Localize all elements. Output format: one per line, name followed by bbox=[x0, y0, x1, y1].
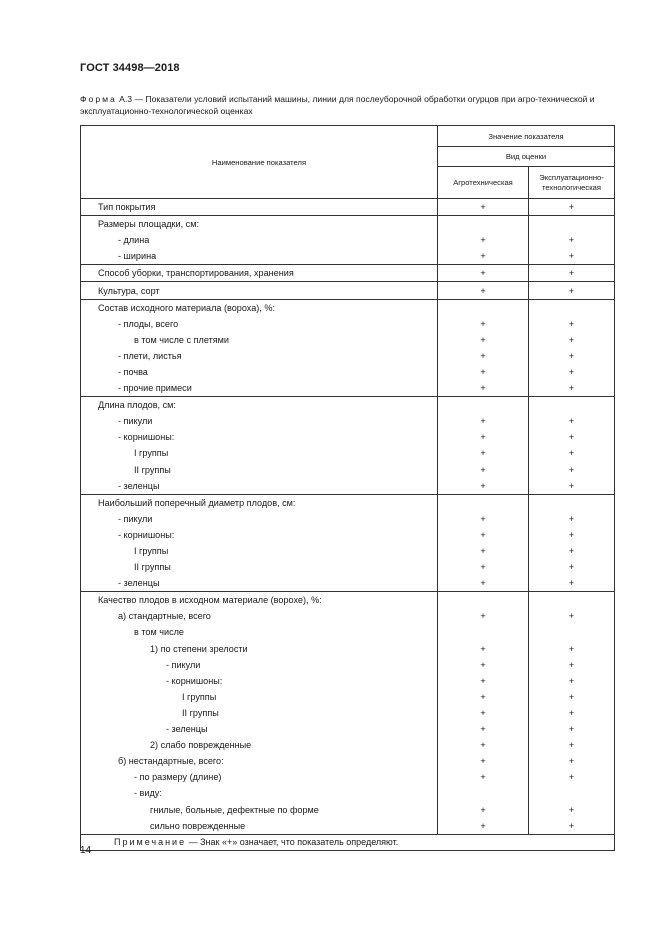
agro-mark: + bbox=[438, 316, 529, 332]
note-row bbox=[81, 834, 615, 850]
table-row bbox=[81, 737, 615, 753]
indicator-name: - зеленцы bbox=[81, 721, 438, 737]
standard-number: ГОСТ 34498—2018 bbox=[80, 62, 180, 74]
indicator-name: Качество плодов в исходном материале (ворохе), %: bbox=[81, 592, 438, 609]
indicator-name: II группы bbox=[81, 559, 438, 575]
indicator-name: - корнишоны: bbox=[81, 673, 438, 689]
expl-mark: + bbox=[529, 232, 615, 248]
expl-mark: + bbox=[529, 753, 615, 769]
expl-mark: + bbox=[529, 673, 615, 689]
agro-mark: + bbox=[438, 543, 529, 559]
table-row bbox=[81, 769, 615, 785]
table-row bbox=[81, 608, 615, 624]
table-row bbox=[81, 429, 615, 445]
agro-mark: + bbox=[438, 641, 529, 657]
page-number: 14 bbox=[80, 845, 92, 856]
expl-mark: + bbox=[529, 316, 615, 332]
indicator-name: а) стандартные, всего bbox=[81, 608, 438, 624]
agro-mark: + bbox=[438, 265, 529, 282]
form-caption bbox=[80, 94, 620, 117]
agro-mark bbox=[438, 299, 529, 316]
indicator-name: I группы bbox=[81, 445, 438, 461]
expl-mark: + bbox=[529, 527, 615, 543]
indicator-name: I группы bbox=[81, 543, 438, 559]
indicator-name: в том числе bbox=[81, 624, 438, 640]
indicator-name: - пикули bbox=[81, 657, 438, 673]
expl-mark: + bbox=[529, 462, 615, 478]
indicator-name: II группы bbox=[81, 462, 438, 478]
agro-mark: + bbox=[438, 199, 529, 216]
table-row bbox=[81, 494, 615, 511]
agro-mark: + bbox=[438, 380, 529, 397]
expl-mark: + bbox=[529, 705, 615, 721]
header-kind-column: Вид оценки bbox=[438, 147, 615, 167]
expl-mark: + bbox=[529, 478, 615, 495]
header-agro-column: Агротехническая bbox=[438, 167, 529, 199]
indicator-name: 1) по степени зрелости bbox=[81, 641, 438, 657]
expl-mark bbox=[529, 624, 615, 640]
table-row bbox=[81, 364, 615, 380]
expl-mark: + bbox=[529, 511, 615, 527]
table-body bbox=[81, 126, 615, 851]
indicator-name: - виду: bbox=[81, 785, 438, 801]
header-value-column: Значение показателя bbox=[438, 126, 615, 147]
expl-mark: + bbox=[529, 332, 615, 348]
agro-mark: + bbox=[438, 818, 529, 835]
table-row bbox=[81, 753, 615, 769]
table-row bbox=[81, 689, 615, 705]
indicator-name: 2) слабо поврежденные bbox=[81, 737, 438, 753]
table-row bbox=[81, 511, 615, 527]
indicator-name: сильно поврежденные bbox=[81, 818, 438, 835]
expl-mark: + bbox=[529, 737, 615, 753]
expl-mark: + bbox=[529, 429, 615, 445]
header-expl-column: Эксплуатационно-технологическая bbox=[529, 167, 615, 199]
indicators-table bbox=[80, 125, 615, 851]
table-row bbox=[81, 801, 615, 817]
expl-mark bbox=[529, 299, 615, 316]
agro-mark: + bbox=[438, 462, 529, 478]
table-row bbox=[81, 413, 615, 429]
indicator-name: - зеленцы bbox=[81, 478, 438, 495]
table-row bbox=[81, 641, 615, 657]
indicator-name: - почва bbox=[81, 364, 438, 380]
agro-mark: + bbox=[438, 769, 529, 785]
indicator-name: - по размеру (длине) bbox=[81, 769, 438, 785]
form-word: Форма bbox=[80, 94, 117, 104]
indicator-name: II группы bbox=[81, 705, 438, 721]
expl-mark: + bbox=[529, 282, 615, 299]
table-row bbox=[81, 559, 615, 575]
indicator-name: Наибольший поперечный диаметр плодов, см: bbox=[81, 494, 438, 511]
expl-mark: + bbox=[529, 199, 615, 216]
table-row bbox=[81, 624, 615, 640]
header-name-column: Наименование показателя bbox=[81, 126, 438, 199]
note-word: Примечание bbox=[114, 837, 187, 848]
agro-mark: + bbox=[438, 332, 529, 348]
table-row bbox=[81, 316, 615, 332]
table-row bbox=[81, 478, 615, 495]
indicator-name: Длина плодов, см: bbox=[81, 397, 438, 414]
indicator-name: в том числе с плетями bbox=[81, 332, 438, 348]
expl-mark: + bbox=[529, 543, 615, 559]
agro-mark: + bbox=[438, 282, 529, 299]
table-row bbox=[81, 232, 615, 248]
expl-mark bbox=[529, 592, 615, 609]
agro-mark: + bbox=[438, 657, 529, 673]
table-row bbox=[81, 673, 615, 689]
table-row bbox=[81, 543, 615, 559]
table-row bbox=[81, 282, 615, 299]
expl-mark: + bbox=[529, 818, 615, 835]
agro-mark: + bbox=[438, 429, 529, 445]
expl-mark: + bbox=[529, 265, 615, 282]
expl-mark: + bbox=[529, 641, 615, 657]
indicator-name: - зеленцы bbox=[81, 575, 438, 592]
indicator-name: - плоды, всего bbox=[81, 316, 438, 332]
table-row bbox=[81, 721, 615, 737]
table-row bbox=[81, 248, 615, 265]
agro-mark bbox=[438, 216, 529, 233]
table-row bbox=[81, 199, 615, 216]
indicator-name: - ширина bbox=[81, 248, 438, 265]
expl-mark: + bbox=[529, 348, 615, 364]
indicator-name: - корнишоны: bbox=[81, 527, 438, 543]
form-caption-text: А.3 — Показатели условий испытаний машины, линии для послеуборочной обработки огурцов при агро-технической и эксплуатационно-технологической оценках bbox=[80, 94, 595, 116]
agro-mark: + bbox=[438, 445, 529, 461]
agro-mark: + bbox=[438, 721, 529, 737]
table-row bbox=[81, 332, 615, 348]
agro-mark bbox=[438, 624, 529, 640]
agro-mark bbox=[438, 785, 529, 801]
agro-mark: + bbox=[438, 248, 529, 265]
expl-mark: + bbox=[529, 721, 615, 737]
expl-mark: + bbox=[529, 608, 615, 624]
table-row bbox=[81, 445, 615, 461]
table-row bbox=[81, 265, 615, 282]
indicator-name: - длина bbox=[81, 232, 438, 248]
indicator-name: б) нестандартные, всего: bbox=[81, 753, 438, 769]
expl-mark: + bbox=[529, 248, 615, 265]
agro-mark: + bbox=[438, 232, 529, 248]
indicator-name: Размеры площадки, см: bbox=[81, 216, 438, 233]
indicator-name: гнилые, больные, дефектные по форме bbox=[81, 801, 438, 817]
expl-mark: + bbox=[529, 445, 615, 461]
indicator-name: Способ уборки, транспортирования, хранения bbox=[81, 265, 438, 282]
agro-mark: + bbox=[438, 527, 529, 543]
expl-mark: + bbox=[529, 413, 615, 429]
agro-mark: + bbox=[438, 559, 529, 575]
agro-mark: + bbox=[438, 413, 529, 429]
agro-mark: + bbox=[438, 348, 529, 364]
table-note bbox=[81, 834, 615, 850]
expl-mark: + bbox=[529, 380, 615, 397]
expl-mark bbox=[529, 397, 615, 414]
table-row bbox=[81, 592, 615, 609]
agro-mark: + bbox=[438, 364, 529, 380]
indicator-name: - корнишоны: bbox=[81, 429, 438, 445]
table-row bbox=[81, 397, 615, 414]
table-row bbox=[81, 705, 615, 721]
expl-mark: + bbox=[529, 364, 615, 380]
table-row bbox=[81, 575, 615, 592]
agro-mark: + bbox=[438, 608, 529, 624]
indicator-name: Состав исходного материала (вороха), %: bbox=[81, 299, 438, 316]
table-row bbox=[81, 527, 615, 543]
table-row bbox=[81, 380, 615, 397]
agro-mark: + bbox=[438, 801, 529, 817]
expl-mark bbox=[529, 216, 615, 233]
table-row bbox=[81, 462, 615, 478]
expl-mark: + bbox=[529, 657, 615, 673]
agro-mark bbox=[438, 494, 529, 511]
header-row-1 bbox=[81, 126, 615, 147]
agro-mark: + bbox=[438, 478, 529, 495]
agro-mark: + bbox=[438, 673, 529, 689]
table-row bbox=[81, 785, 615, 801]
agro-mark: + bbox=[438, 705, 529, 721]
agro-mark: + bbox=[438, 753, 529, 769]
indicator-name: Культура, сорт bbox=[81, 282, 438, 299]
indicator-name: - плети, листья bbox=[81, 348, 438, 364]
note-text: — Знак «+» означает, что показатель определяют. bbox=[186, 837, 399, 848]
table-row bbox=[81, 299, 615, 316]
indicator-name: I группы bbox=[81, 689, 438, 705]
agro-mark: + bbox=[438, 689, 529, 705]
expl-mark: + bbox=[529, 769, 615, 785]
agro-mark: + bbox=[438, 737, 529, 753]
table-row bbox=[81, 657, 615, 673]
expl-mark: + bbox=[529, 689, 615, 705]
expl-mark bbox=[529, 785, 615, 801]
indicator-name: - пикули bbox=[81, 413, 438, 429]
expl-mark: + bbox=[529, 801, 615, 817]
agro-mark: + bbox=[438, 575, 529, 592]
table-row bbox=[81, 216, 615, 233]
indicator-name: - пикули bbox=[81, 511, 438, 527]
indicator-name: Тип покрытия bbox=[81, 199, 438, 216]
expl-mark bbox=[529, 494, 615, 511]
agro-mark bbox=[438, 397, 529, 414]
table-row bbox=[81, 348, 615, 364]
expl-mark: + bbox=[529, 559, 615, 575]
agro-mark bbox=[438, 592, 529, 609]
table-row bbox=[81, 818, 615, 835]
expl-mark: + bbox=[529, 575, 615, 592]
agro-mark: + bbox=[438, 511, 529, 527]
indicator-name: - прочие примеси bbox=[81, 380, 438, 397]
